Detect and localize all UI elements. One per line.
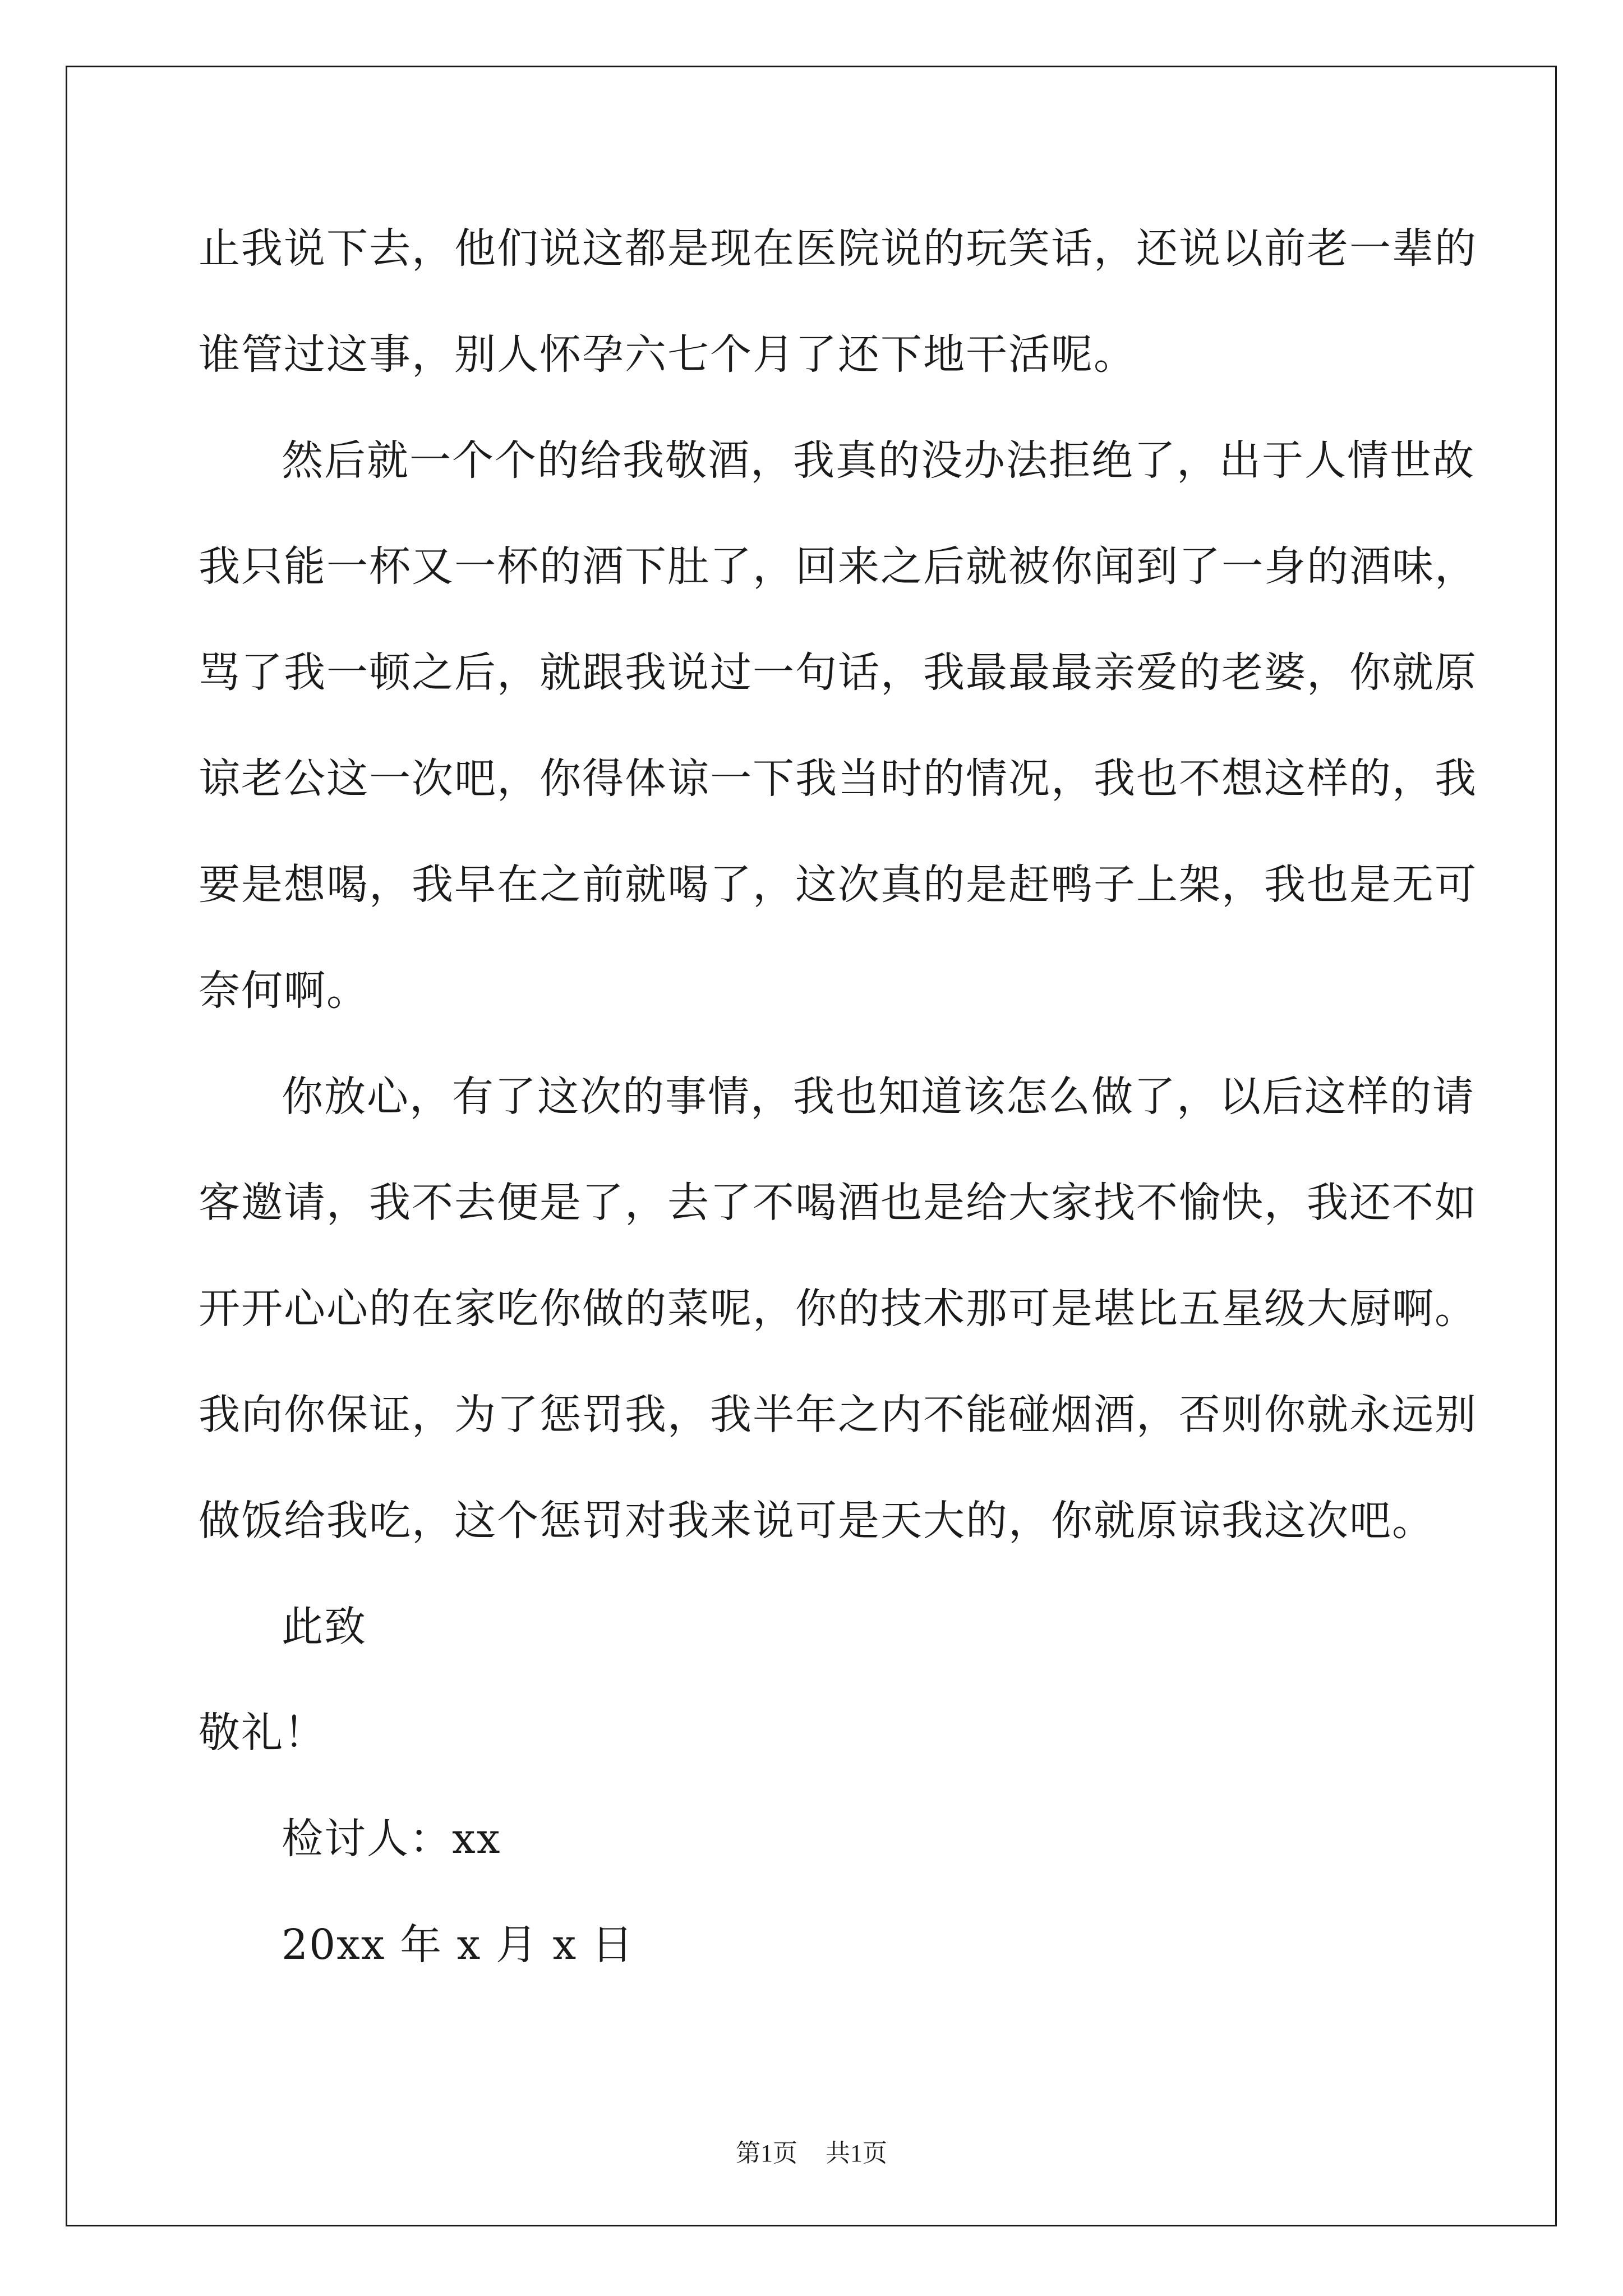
text-line: 客邀请，我不去便是了，去了不喝酒也是给大家找不愉快，我还不如 — [199, 1179, 1477, 1227]
page-footer — [0, 2133, 1623, 2169]
text-line: 我只能一杯又一杯的酒下肚了，回来之后就被你闻到了一身的酒味， — [199, 542, 1477, 591]
text-line: 我向你保证，为了惩罚我，我半年之内不能碰烟酒，否则你就永远别 — [199, 1391, 1477, 1439]
text-line: 骂了我一顿之后，就跟我说过一句话，我最最最亲爱的老婆，你就原 — [199, 648, 1477, 697]
paragraph-start-line: 然后就一个个的给我敬酒，我真的没办法拒绝了，出于人情世故 — [282, 436, 1475, 485]
paragraph-start-line: 你放心，有了这次的事情，我也知道该怎么做了，以后这样的请 — [282, 1073, 1475, 1121]
text-line: 谁管过这事，别人怀孕六七个月了还下地干活呢。 — [199, 330, 1136, 379]
letter-body — [199, 212, 1477, 2014]
text-line: 止我说下去，他们说这都是现在医院说的玩笑话，还说以前老一辈的 — [199, 224, 1477, 273]
page-total: 共1页 — [826, 2139, 887, 2167]
date-line: 20xx 年 x 月 x 日 — [282, 1921, 634, 1969]
text-line: 奈何啊。 — [199, 967, 369, 1015]
signature-line: 检讨人：xx — [282, 1815, 501, 1863]
text-line: 做饭给我吃，这个惩罚对我来说可是天大的，你就原谅我这次吧。 — [199, 1497, 1435, 1545]
text-line: 要是想喝，我早在之前就喝了，这次真的是赶鸭子上架，我也是无可 — [199, 861, 1477, 909]
salute-text: 敬礼！ — [199, 1709, 326, 1757]
closing-text: 此致 — [282, 1603, 367, 1651]
page-number: 第1页 — [736, 2139, 797, 2167]
text-line: 开开心心的在家吃你做的菜呢，你的技术那可是堪比五星级大厨啊。 — [199, 1285, 1477, 1333]
text-line: 谅老公这一次吧，你得体谅一下我当时的情况，我也不想这样的，我 — [199, 754, 1477, 803]
